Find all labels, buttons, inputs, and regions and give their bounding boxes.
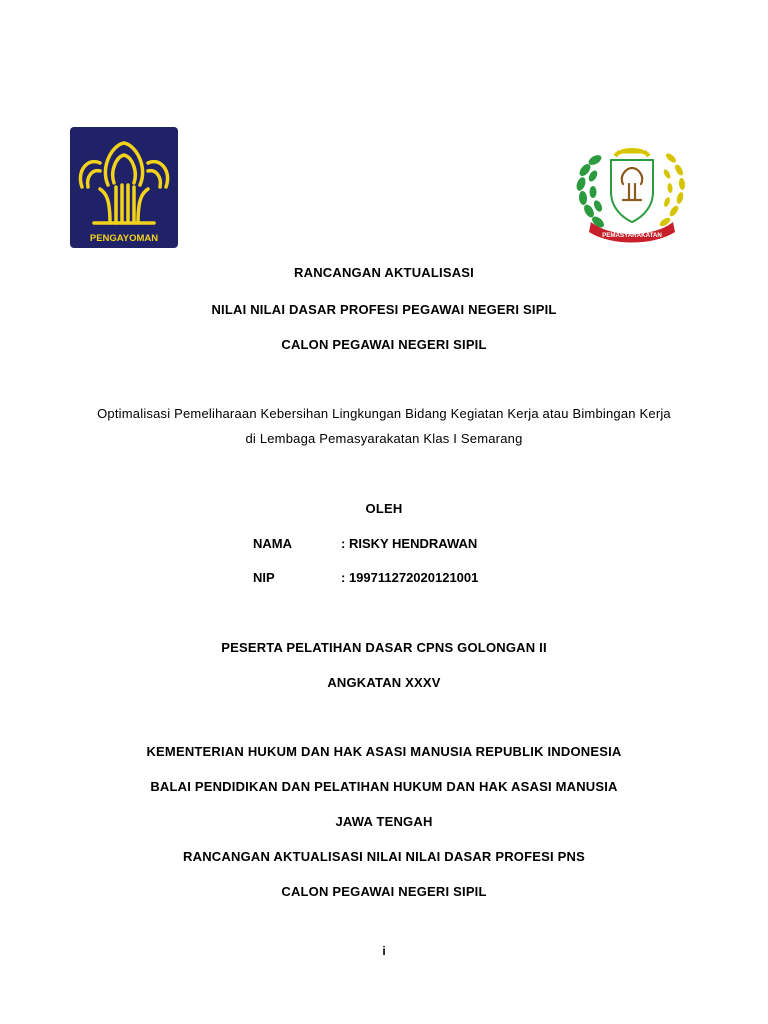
pengayoman-caption: PENGAYOMAN bbox=[89, 233, 159, 244]
document-subtitle: NILAI NILAI DASAR PROFESI PEGAWAI NEGERI SIPIL bbox=[211, 302, 557, 317]
document-title: RANCANGAN AKTUALISASI bbox=[294, 265, 474, 280]
document-subtitle-2: CALON PEGAWAI NEGERI SIPIL bbox=[281, 337, 487, 352]
nip-label: NIP bbox=[253, 570, 275, 585]
participant-line-2: ANGKATAN XXXV bbox=[327, 675, 441, 690]
participant-line-1: PESERTA PELATIHAN DASAR CPNS GOLONGAN II bbox=[221, 640, 547, 655]
topic-line-2: di Lembaga Pemasyarakatan Klas I Semarang bbox=[245, 431, 523, 446]
nip-value: : 199711272020121001 bbox=[341, 570, 479, 585]
institution-line-5: CALON PEGAWAI NEGERI SIPIL bbox=[281, 884, 487, 899]
name-label: NAMA bbox=[253, 536, 292, 551]
institution-line-2: BALAI PENDIDIKAN DAN PELATIHAN HUKUM DAN HAK ASASI MANUSIA bbox=[150, 779, 618, 794]
topic-line-1: Optimalisasi Pemeliharaan Kebersihan Lingkungan Bidang Kegiatan Kerja atau Bimbingan Kerja bbox=[97, 406, 671, 421]
oleh-label: OLEH bbox=[365, 501, 403, 516]
institution-line-1: KEMENTERIAN HUKUM DAN HAK ASASI MANUSIA REPUBLIK INDONESIA bbox=[146, 744, 622, 759]
name-value: : RISKY HENDRAWAN bbox=[341, 536, 478, 551]
institution-line-3: JAWA TENGAH bbox=[335, 814, 433, 829]
institution-line-4: RANCANGAN AKTUALISASI NILAI NILAI DASAR PROFESI PNS bbox=[183, 849, 585, 864]
pemasyarakatan-logo bbox=[571, 130, 693, 248]
pengayoman-logo bbox=[70, 127, 178, 248]
pemasyarakatan-caption: PEMASYARAKATAN bbox=[602, 232, 662, 239]
pengayoman-tree-logo-icon bbox=[70, 127, 178, 248]
pemasyarakatan-emblem-icon bbox=[571, 130, 693, 248]
page-number: i bbox=[382, 944, 386, 958]
